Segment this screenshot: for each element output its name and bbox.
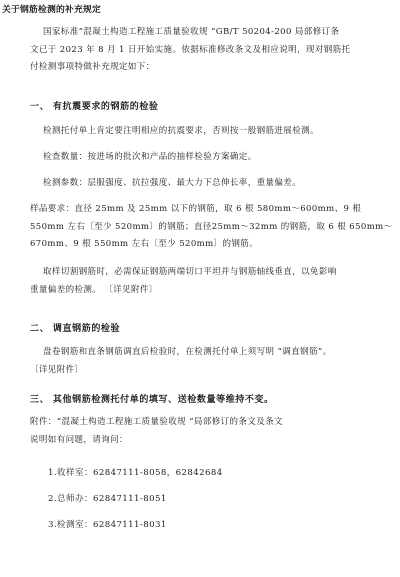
document-header: 关于钢筋检测的补充规定 [2,5,101,15]
section-1-sample-requirements [30,201,393,254]
section-1-heading: 一、 有抗震要求的钢筋的检验 [30,102,159,112]
section-1-paragraph [43,123,388,141]
attachment-note [30,414,375,449]
section-1-cutting-note [30,264,388,299]
paragraph-line: 检查数量：按进场的批次和产品的抽样检验方案确定。 [43,152,257,162]
paragraph-line: 说明如有问题，请询问： [30,434,128,445]
paragraph-line: 检测托付单上肯定要注明相应的抗震要求，否则按一般钢筋进展检测。 [43,126,319,136]
paragraph-line: 重量偏差的检测。 〔详见附件〕 [30,284,158,295]
paragraph-line: 〔详见附件〕 [30,364,84,375]
paragraph-line: 盘卷钢筋和直条钢筋调直后检验时，在检测托付单上须写明 “调直钢筋”。 [43,347,332,357]
intro-paragraph [30,24,388,77]
section-3-heading: 三、 其他钢筋检测托付单的填写、送检数量等维持不变。 [30,395,274,405]
intro-line: 付检测事项特做补充规定如下： [30,62,155,72]
intro-line: 文已于 2023 年 8 月 1 日开始实施。依据标准修改条文及相应说明，现对钢筋托 [30,44,351,55]
section-1-paragraph [43,175,388,193]
section-2-heading: 二、 调直钢筋的检验 [30,324,121,334]
paragraph-line: 550mm 左右〔至少 520mm〕的钢筋；直径25mm～32mm 的钢筋，取 6 根 650mm～ [30,221,393,232]
intro-line: 国家标准“混凝土构造工程施工质量验收规 “GB/T 50204-200 局部修订条 [43,27,340,37]
paragraph-line: 670mm、9 根 550mm 左右〔至少 520mm〕的钢筋。 [30,239,259,249]
paragraph-line: 取样切割钢筋时，必需保证钢筋两端切口平坦并与钢筋轴线垂直，以免影响 [43,267,337,277]
paragraph-line: 附件：“混凝土构造工程施工质量验收规 “局部修订的条文及条文 [30,417,283,427]
contact-item: 2.总师办：62847111-8051 [48,494,167,504]
contact-item: 1.收样室：62847111-8058，62842684 [48,468,223,478]
paragraph-line: 样品要求：直径 25mm 及 25mm 以下的钢筋，取 6 根 580mm～600mm、9 根 [30,204,362,214]
paragraph-line: 检测参数：层服强度、抗拉强度、最大力下总伸长率，重量偏差。 [43,178,302,188]
section-2-paragraph [30,344,388,379]
section-1-paragraph [43,149,388,167]
contact-item: 3.检测室：62847111-8031 [48,520,167,530]
